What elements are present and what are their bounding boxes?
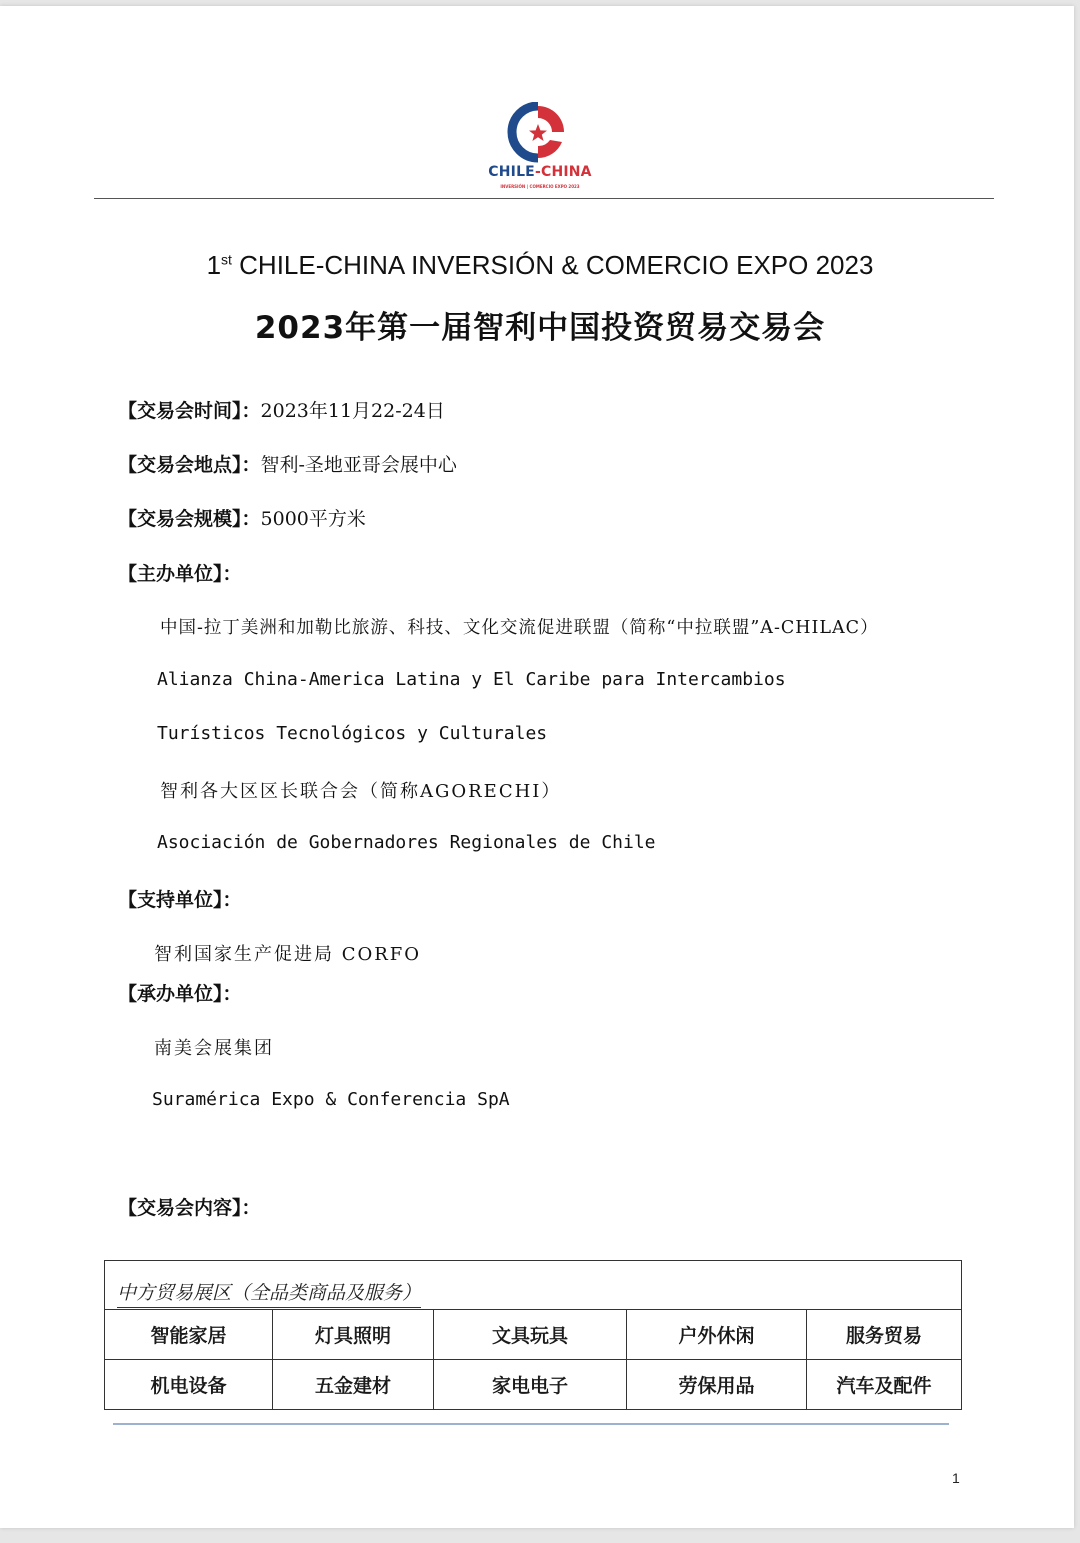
organizer-line: 中国-拉丁美洲和加勒比旅游、科技、文化交流促进联盟（简称“中拉联盟”A-CHILAC）	[160, 618, 879, 638]
expo-place-row	[118, 450, 457, 477]
table-cell: 劳保用品	[627, 1360, 807, 1410]
content-label: 【交易会内容】：	[118, 1197, 261, 1219]
expo-scale-row	[118, 504, 366, 531]
page-number: 1	[952, 1470, 960, 1486]
organizer-line: Asociación de Gobernadores Regionales de Chile	[157, 832, 656, 853]
support-label: 【支持单位】：	[118, 889, 242, 911]
footer-divider	[113, 1423, 949, 1425]
table-header-row	[105, 1261, 962, 1310]
title-english	[0, 250, 1080, 281]
table-header-text: 中方贸易展区（全品类商品及服务）	[117, 1278, 421, 1308]
expo-time-value: 2023年11月22-24日	[260, 400, 445, 422]
table-cell: 五金建材	[273, 1360, 434, 1410]
expo-time-row	[118, 396, 445, 423]
table-cell: 服务贸易	[807, 1310, 962, 1360]
expo-place-value: 智利-圣地亚哥会展中心	[260, 454, 457, 476]
exhibit-categories-table	[104, 1260, 962, 1410]
expo-time-label: 【交易会时间】：	[118, 400, 261, 422]
title-english-text: CHILE-CHINA INVERSIÓN & COMERCIO EXPO 2023	[231, 250, 874, 280]
title-chinese: 2023年第一届智利中国投资贸易交易会	[254, 310, 826, 346]
document-page	[0, 6, 1074, 1528]
logo-emblem-icon	[506, 102, 570, 164]
header-divider	[94, 198, 994, 199]
logo-text-chile: CHILE	[488, 164, 535, 180]
organizer-label: 【主办单位】：	[118, 563, 242, 585]
table-row	[105, 1310, 962, 1360]
table-cell: 灯具照明	[273, 1310, 434, 1360]
logo-wordmark	[478, 164, 602, 180]
table-cell: 智能家居	[105, 1310, 273, 1360]
table-cell: 汽车及配件	[807, 1360, 962, 1410]
title-ordinal-suffix: st	[221, 251, 232, 268]
undertaker-line: 南美会展集团	[154, 1038, 274, 1059]
organizer-line: 智利各大区区长联合会（简称AGORECHI）	[160, 781, 562, 802]
chile-china-logo	[478, 102, 602, 198]
organizer-line: Turísticos Tecnológicos y Culturales	[157, 723, 548, 744]
logo-text-china: -CHINA	[534, 164, 592, 180]
logo-subtitle: INVERSIÓN | COMERCIO EXPO 2023	[500, 184, 580, 189]
organizer-line: Alianza China-America Latina y El Caribe para Intercambios	[157, 669, 786, 690]
table-row	[105, 1360, 962, 1410]
table-cell: 文具玩具	[434, 1310, 627, 1360]
table-cell: 机电设备	[105, 1360, 273, 1410]
expo-scale-label: 【交易会规模】：	[118, 508, 261, 530]
expo-place-label: 【交易会地点】：	[118, 454, 261, 476]
table-cell: 家电电子	[434, 1360, 627, 1410]
undertaker-label: 【承办单位】：	[118, 983, 242, 1005]
title-ordinal-number: 1	[206, 250, 222, 280]
expo-scale-value: 5000平方米	[260, 508, 366, 530]
table-cell: 户外休闲	[627, 1310, 807, 1360]
undertaker-line: Suramérica Expo & Conferencia SpA	[152, 1089, 510, 1110]
support-line: 智利国家生产促进局 CORFO	[154, 944, 422, 965]
table-header-cell	[105, 1261, 962, 1310]
